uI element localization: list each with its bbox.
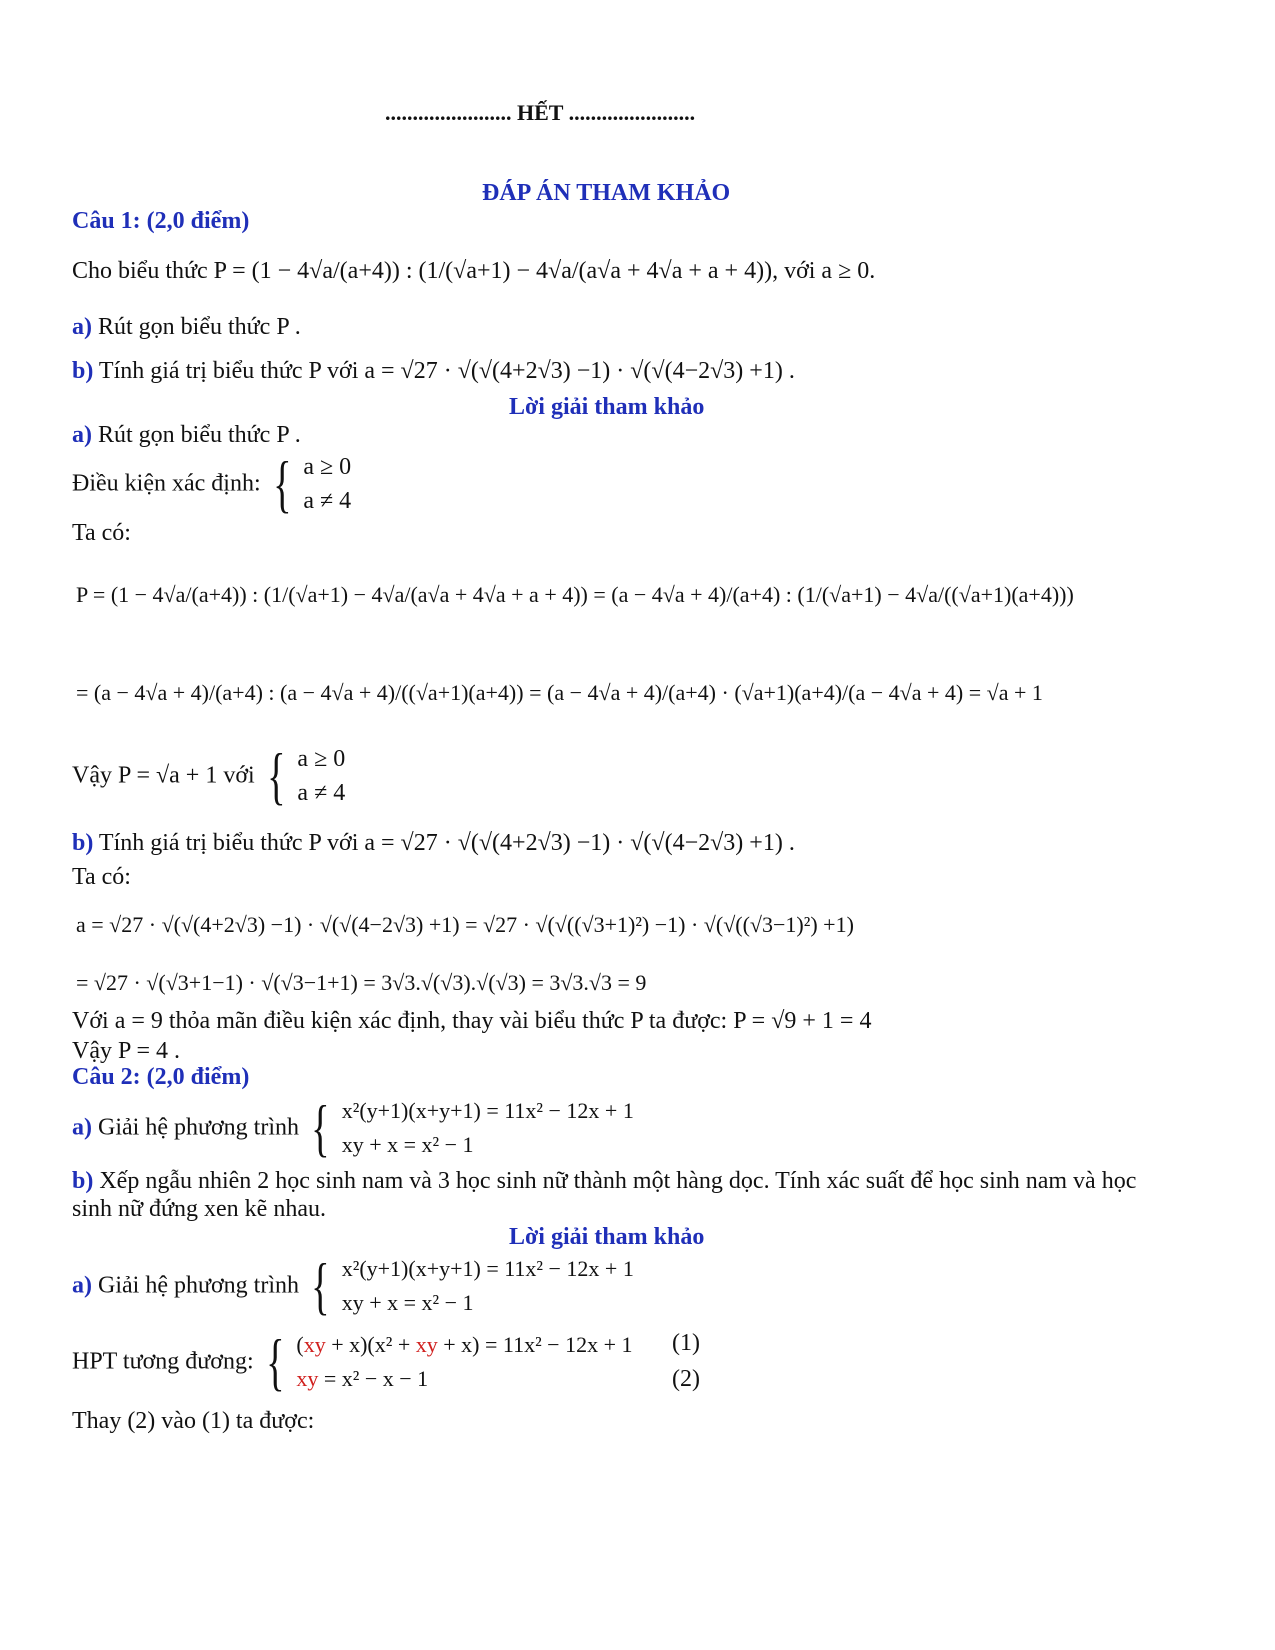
- q1-ta-co-2: Ta có:: [72, 864, 131, 890]
- conclusion-cond-1: a ≥ 0: [297, 746, 346, 772]
- q2-substitute: Thay (2) vào (1) ta được:: [72, 1408, 315, 1434]
- condition-2: a ≠ 4: [303, 488, 352, 514]
- q1-b-label: b): [72, 358, 94, 384]
- conclusion-condition-system: [297, 742, 345, 810]
- q2-sol-a-text: Giải hệ phương trình: [98, 1272, 299, 1299]
- q2-eq2: xy + x = x² − 1: [341, 1132, 474, 1157]
- q2-sol-system: [342, 1252, 634, 1320]
- hpt-eq1-xy: xy: [415, 1332, 438, 1357]
- hpt-eq1-part: + x)(x² +: [325, 1332, 416, 1357]
- q2-part-b: [72, 1168, 1136, 1195]
- q2-sol-a-label: a): [72, 1272, 92, 1299]
- q1-condition: [72, 450, 351, 518]
- left-brace-icon: {: [265, 1326, 285, 1397]
- q1-part-a: [72, 314, 301, 341]
- q2-part-a: [72, 1094, 634, 1162]
- left-brace-icon: {: [311, 1250, 330, 1321]
- answer-title: ĐÁP ÁN THAM KHẢO: [482, 180, 731, 206]
- q1-a-text: Rút gọn biểu thức P .: [98, 314, 301, 340]
- hpt-eq1-xy: xy: [303, 1332, 326, 1357]
- hpt-eq1-part: + x) = 11x² − 12x + 1: [437, 1332, 633, 1357]
- q1-conclusion-a: [72, 742, 345, 810]
- q2-a-label: a): [72, 1114, 92, 1141]
- left-brace-icon: {: [266, 740, 286, 811]
- q1-part-b: [72, 358, 795, 385]
- q1-heading: Câu 1: (2,0 điểm): [72, 208, 250, 234]
- left-brace-icon: {: [311, 1092, 330, 1163]
- q2-b-text-2: sinh nữ đứng xen kẽ nhau.: [72, 1196, 326, 1222]
- end-marker: ....................... HẾT .......................: [385, 100, 696, 125]
- q1-with-a9: Với a = 9 thỏa mãn điều kiện xác định, thay vài biểu thức P ta được: P = √9 + 1 = 4: [72, 1008, 872, 1034]
- q2-sol-a: [72, 1252, 634, 1320]
- conclusion-cond-2: a ≠ 4: [297, 780, 346, 806]
- hpt-eq1: [296, 1328, 632, 1362]
- q1-step4: = √27 · √(√3+1−1) · √(√3−1+1) = 3√3.√(√3).√(√3) = 3√3.√3 = 9: [76, 970, 647, 995]
- conclusion-a-text: Vậy P = √a + 1 với: [72, 762, 255, 789]
- q1-sol-a: [72, 422, 301, 449]
- q1-step3: a = √27 · √(√(4+2√3) −1) · √(√(4−2√3) +1) = √27 · √(√((√3+1)²) −1) · √(√((√3−1)²) +1): [76, 912, 854, 937]
- q1-sol-b-text: Tính giá trị biểu thức P với a = √27 · √(√(4+2√3) −1) · √(√(4−2√3) +1) .: [98, 830, 795, 856]
- q2-eq1: x²(y+1)(x+y+1) = 11x² − 12x + 1: [341, 1098, 634, 1123]
- condition-label: Điều kiện xác định:: [72, 470, 261, 497]
- hpt-eq2: [296, 1362, 632, 1396]
- q2-sol-eq2: xy + x = x² − 1: [341, 1290, 474, 1315]
- eq-tag-1: (1): [672, 1330, 700, 1356]
- hpt-eq2-xy: xy: [296, 1366, 319, 1391]
- condition-system: [303, 450, 351, 518]
- q1-sol-a-label: a): [72, 422, 92, 448]
- q2-a-text: Giải hệ phương trình: [98, 1114, 299, 1141]
- eq-tag-2: (2): [672, 1366, 700, 1392]
- q2-sol-eq1: x²(y+1)(x+y+1) = 11x² − 12x + 1: [341, 1256, 634, 1281]
- condition-1: a ≥ 0: [303, 454, 352, 480]
- q2-b-text-1: Xếp ngẫu nhiên 2 học sinh nam và 3 học sinh nữ thành một hàng dọc. Tính xác suất để học sinh nam và học: [99, 1168, 1137, 1194]
- q1-prompt: Cho biểu thức P = (1 − 4√a/(a+4)) : (1/(√a+1) − 4√a/(a√a + 4√a + a + 4)), với a ≥ 0.: [72, 258, 876, 284]
- q2-system: [342, 1094, 634, 1162]
- q1-solution-heading: Lời giải tham khảo: [509, 394, 705, 420]
- q2-hpt: [72, 1328, 712, 1396]
- hpt-system: [296, 1328, 632, 1396]
- q1-a-label: a): [72, 314, 92, 340]
- q1-sol-a-text: Rút gọn biểu thức P .: [98, 422, 301, 448]
- q1-step1: P = (1 − 4√a/(a+4)) : (1/(√a+1) − 4√a/(a√a + 4√a + a + 4)) = (a − 4√a + 4)/(a+4) : (1/(√a+1) − 4√a/((√a+1)(a+4))): [76, 582, 1074, 607]
- hpt-eq1-part: (: [296, 1332, 304, 1357]
- q1-b-text: Tính giá trị biểu thức P với a = √27 · √(√(4+2√3) −1) · √(√(4−2√3) +1) .: [98, 358, 795, 384]
- hpt-eq2-part: = x² − x − 1: [318, 1366, 429, 1391]
- q1-step2: = (a − 4√a + 4)/(a+4) : (a − 4√a + 4)/((√a+1)(a+4)) = (a − 4√a + 4)/(a+4) · (√a+1)(a+4)/(a − 4√a + 4) = √a + 1: [76, 680, 1043, 705]
- q1-sol-b: [72, 830, 795, 857]
- q1-sol-b-label: b): [72, 830, 94, 856]
- q1-ta-co: Ta có:: [72, 520, 131, 546]
- q2-solution-heading: Lời giải tham khảo: [509, 1224, 705, 1250]
- q1-conclusion-b: Vậy P = 4 .: [72, 1038, 180, 1064]
- q2-b-label: b): [72, 1168, 94, 1194]
- hpt-label: HPT tương đương:: [72, 1348, 254, 1375]
- left-brace-icon: {: [272, 448, 292, 519]
- q2-heading: Câu 2: (2,0 điểm): [72, 1064, 250, 1090]
